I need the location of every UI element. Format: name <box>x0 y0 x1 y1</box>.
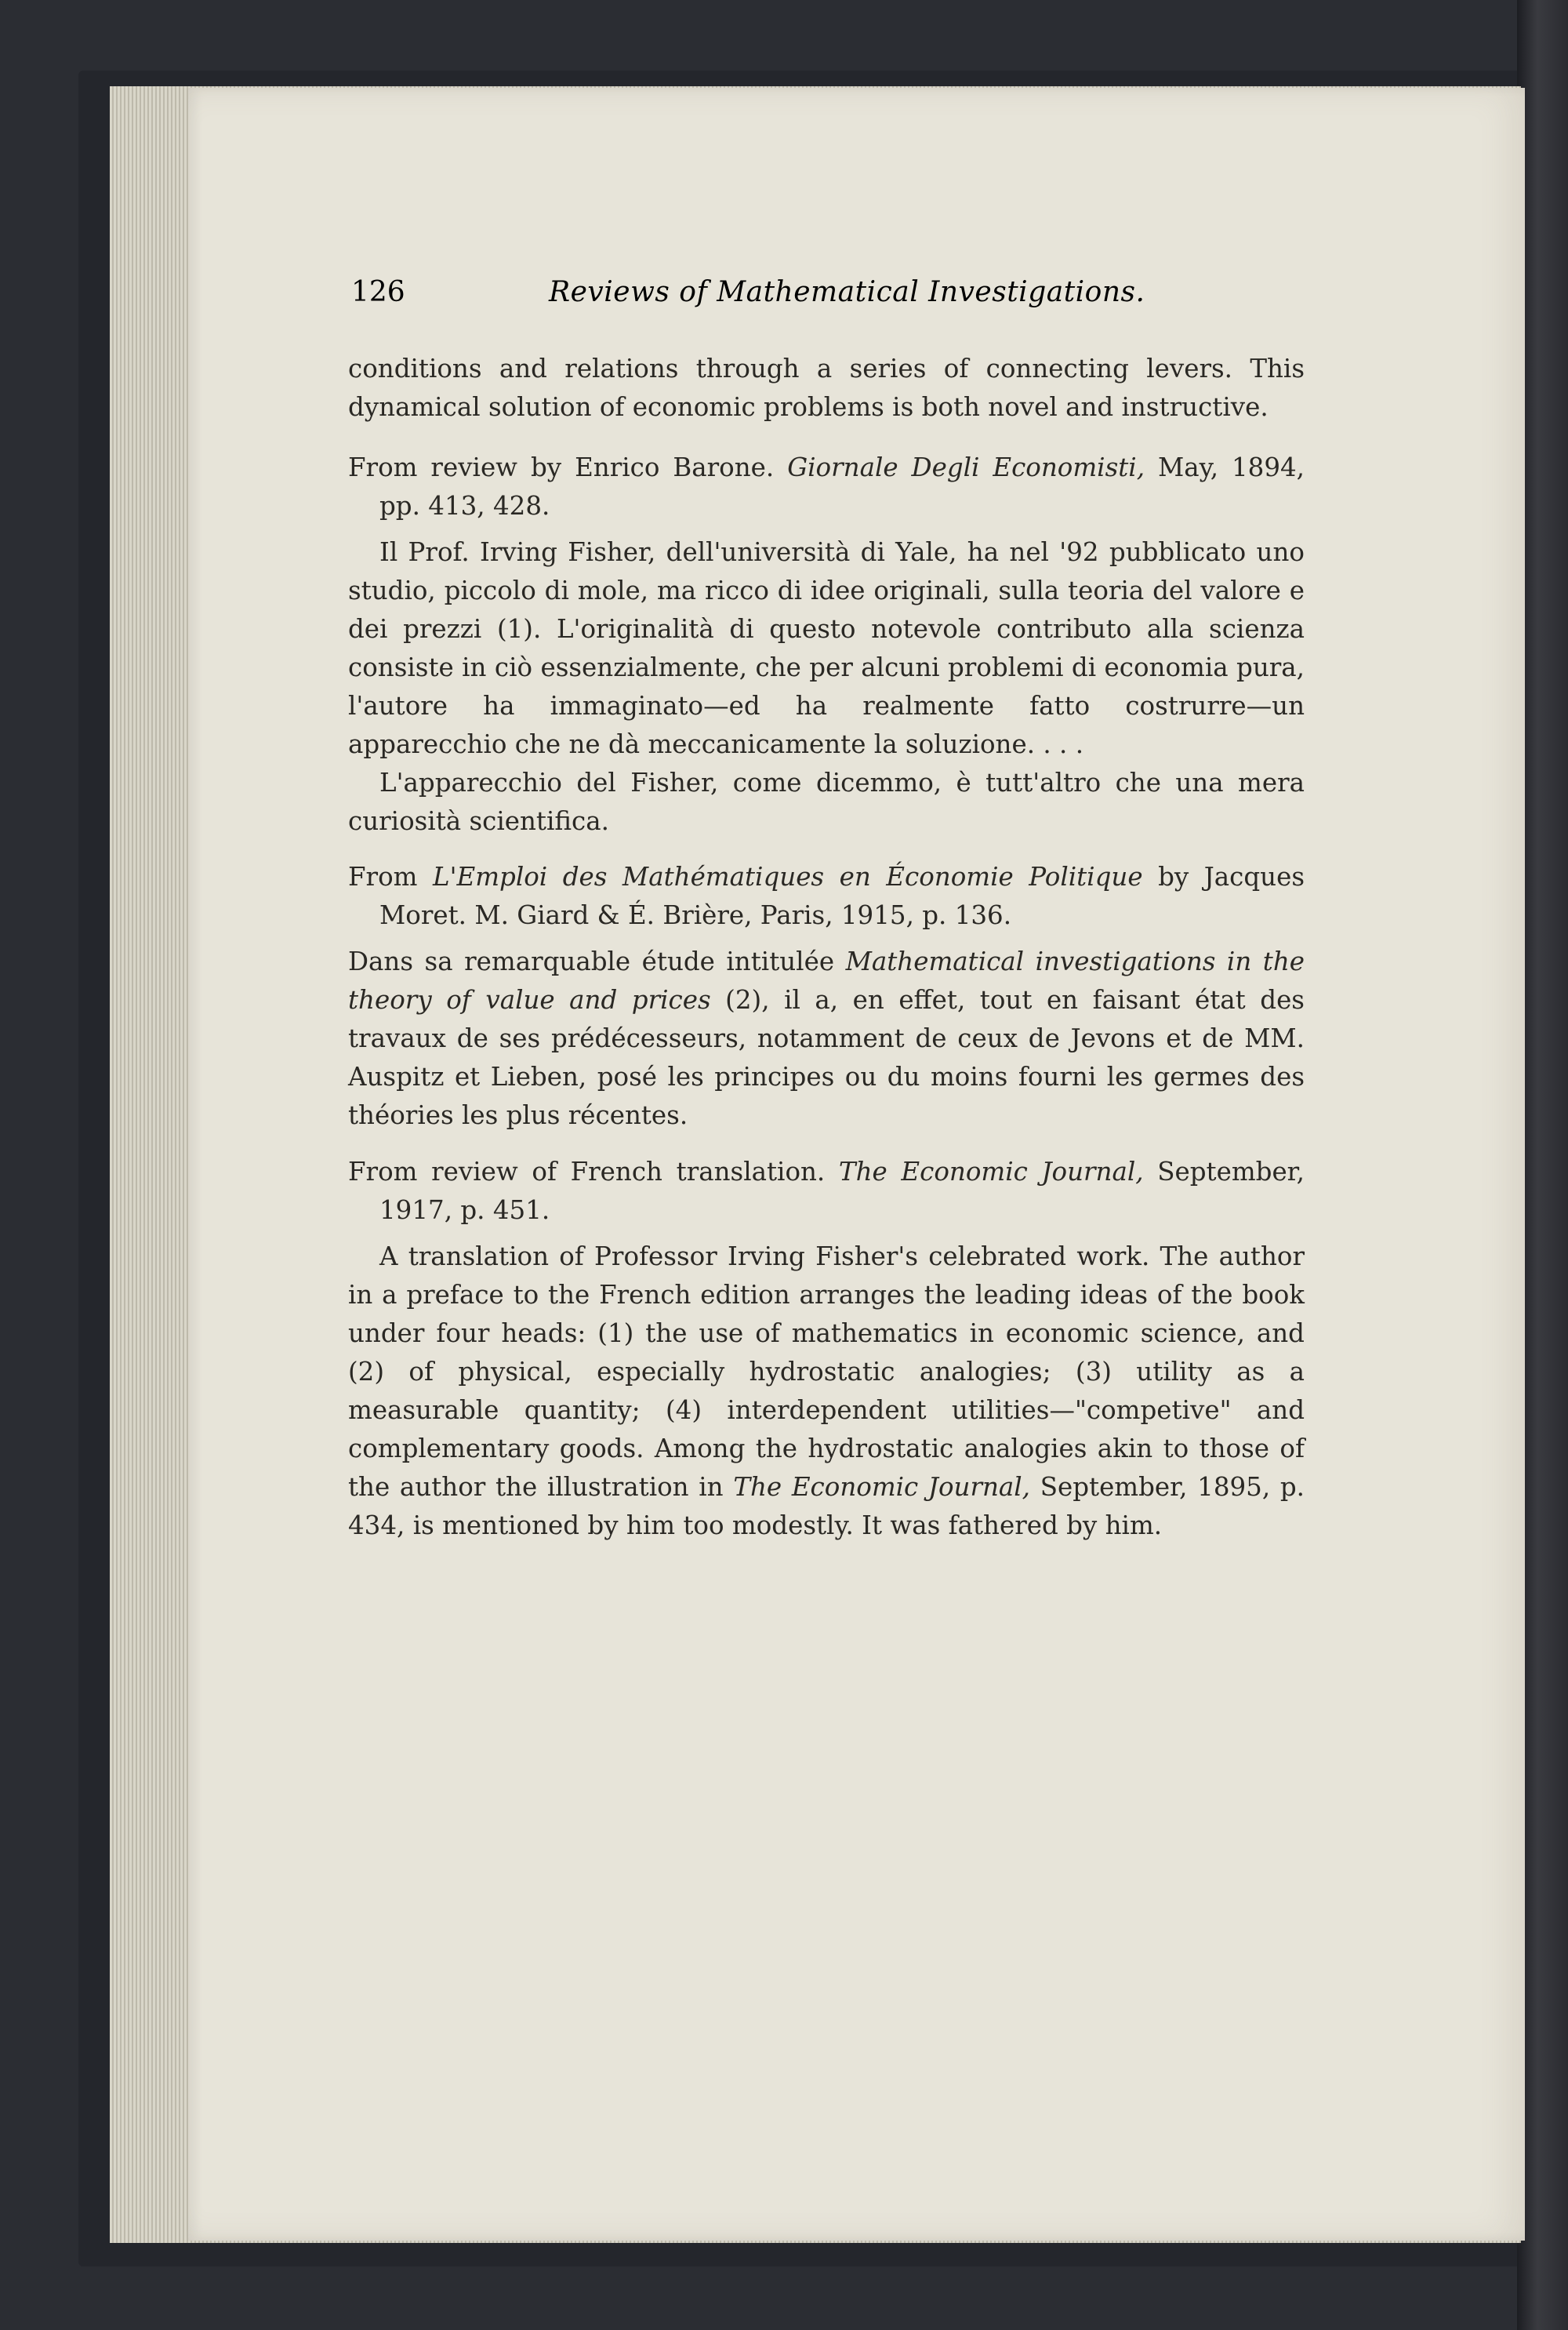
source-economic-journal-title: The Economic Journal, <box>838 1157 1144 1187</box>
source-economic-journal-suffix: September, 1917, p. 451. <box>379 1157 1305 1225</box>
source-moret <box>348 858 1305 935</box>
source-moret-text <box>348 858 1305 935</box>
quote-moret-suffix: (2), il a, en effet, tout en faisant état des travaux de ses prédécesseurs, notamment de ceux de Jevons et de MM. Auspitz et Lieben, posé les principes ou du moins fourni les germes des théories les plus récentes. <box>348 985 1305 1130</box>
quote-barone-para-2: L'apparecchio del Fisher, come dicemmo, è tutt'altro che una mera curiosità scientifica. <box>348 768 1305 836</box>
page-header <box>351 276 1370 323</box>
running-title: Reviews of Mathematical Investigations. <box>549 276 1145 308</box>
source-economic-journal <box>348 1153 1305 1230</box>
quote-economic-journal-suffix: September, 1895, p. 434, is mentioned by him too modestly. It was fathered by him. <box>348 1472 1305 1540</box>
quote-barone-para-1: Il Prof. Irving Fisher, dell'università di Yale, ha nel '92 pubblicato uno studio, piccolo di mole, ma ricco di idee originali, sulla teoria del valore e dei prezzi (1). L'originalità di questo notevole contributo alla scienza consiste in ciò essenzialmente, che per alcuni problemi di economia pura, l'autore ha immaginato—ed ha realmente fatto costrurre—un apparecchio che ne dà meccanicamente la soluzione. . . . <box>348 537 1305 759</box>
quote-economic-journal-text <box>348 1238 1305 1545</box>
source-moret-suffix: by Jacques Moret. M. Giard & É. Brière, Paris, 1915, p. 136. <box>379 862 1305 930</box>
page-number: 126 <box>351 276 405 308</box>
source-barone-suffix: May, 1894, pp. 413, 428. <box>379 453 1305 521</box>
quote-moret <box>348 943 1305 1135</box>
quote-moret-text <box>348 943 1305 1135</box>
continued-paragraph-text: conditions and relations through a series of connecting levers. This dynamical solution of economic problems is both novel and instructive. <box>348 354 1305 422</box>
quote-economic-journal <box>348 1238 1305 1545</box>
source-barone-journal: Giornale Degli Economisti, <box>787 453 1145 482</box>
source-barone-text <box>348 449 1305 525</box>
quote-economic-journal-prefix: A translation of Professor Irving Fisher's celebrated work. The author in a preface to the French edition arranges the leading ideas of the book under four heads: (1) the use of mathematics in economic science, and (2) of physical, especially hydrostatic analogies; (3) utility as a measurable quantity; (4) interdependent utilities—"competive" and complementary goods. Among the hydrostatic analogies akin to those of the author the illustration in <box>348 1241 1305 1502</box>
source-moret-prefix: From <box>348 862 433 892</box>
quote-moret-title: Mathematical investigations in the theory of value and prices <box>348 947 1305 1015</box>
source-economic-journal-prefix: From review of French translation. <box>348 1157 839 1187</box>
source-moret-title: L'Emploi des Mathématiques en Économie Politique <box>432 862 1143 892</box>
quote-moret-prefix: Dans sa remarquable étude intitulée <box>348 947 846 976</box>
source-barone <box>348 449 1305 525</box>
quote-barone <box>348 533 1305 841</box>
quote-economic-journal-title: The Economic Journal, <box>733 1472 1031 1502</box>
source-barone-prefix: From review by Enrico Barone. <box>348 453 788 482</box>
continued-paragraph <box>348 350 1305 427</box>
source-economic-journal-text <box>348 1153 1305 1230</box>
